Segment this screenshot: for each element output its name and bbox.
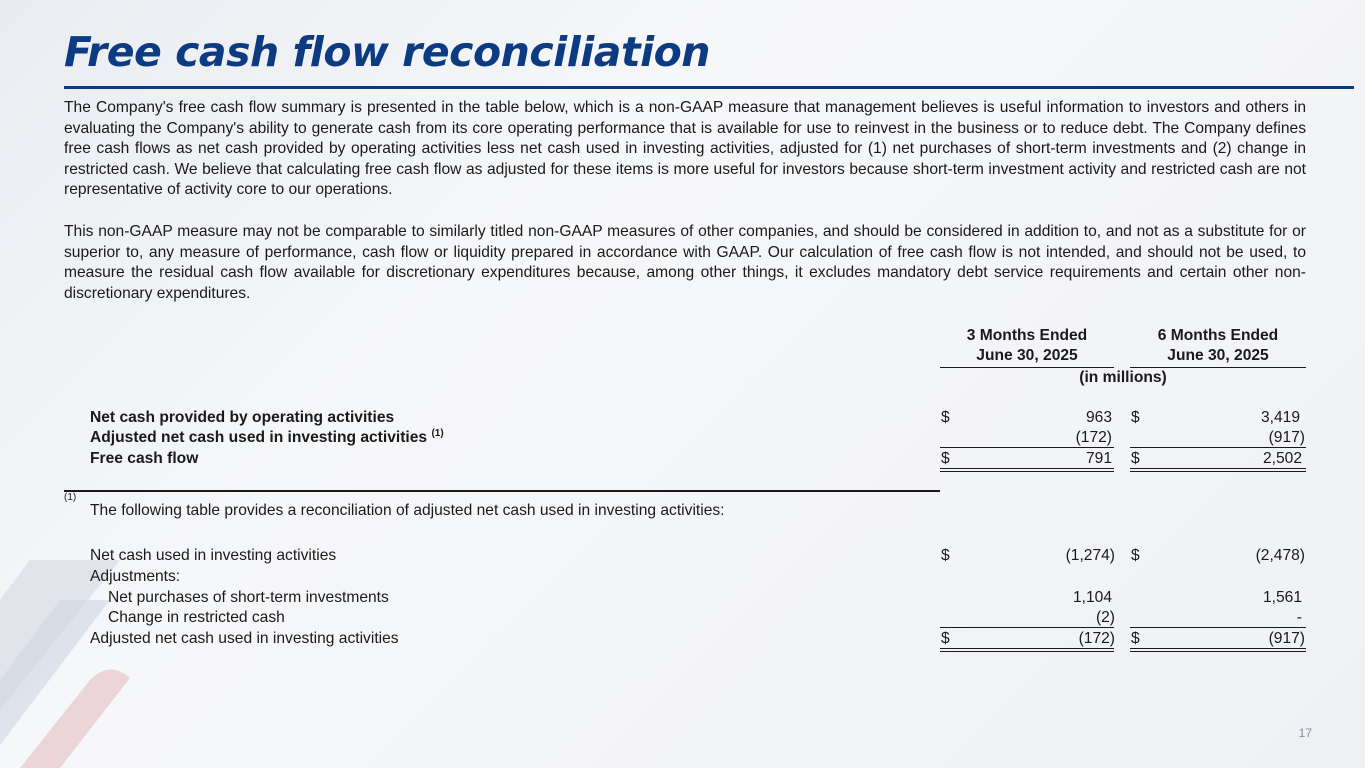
value-6m: (917) (1268, 429, 1305, 446)
value-6m: 2,502 (1262, 450, 1302, 467)
disclaimer-paragraph: This non-GAAP measure may not be comparable to similarly titled non-GAAP measures of other companies, and should be considered in addition to, and not as a substitute for or superior to, any measure of performance, cash flow or liquidity prepared in accordance with GAAP. Our calculation of free cash flow is not intended, and should not be used, to measure the residual cash flow available for discretionary expenditures because, among other things, it excludes mandatory debt service requirements and certain other non-discretionary expenditures. (64, 223, 1306, 302)
col1-header-line1: 3 Months Ended (966, 327, 1088, 344)
footnote-text: The following table provides a reconciliation of adjusted net cash used in investing activities: (90, 502, 725, 519)
value-6m: 1,561 (1262, 589, 1302, 606)
currency-symbol: $ (1131, 547, 1140, 564)
currency-symbol: $ (941, 409, 950, 426)
col1-header-underline (940, 367, 1114, 368)
footnote-ref: (1) (431, 427, 444, 439)
value-6m: - (1296, 609, 1302, 626)
value-3m: 791 (1085, 450, 1112, 467)
subtotal-rule (940, 627, 1114, 628)
col2-header-line1: 6 Months Ended (1157, 327, 1279, 344)
units-label: (in millions) (1079, 369, 1167, 386)
subtotal-rule (1130, 447, 1306, 448)
value-6m: (2,478) (1255, 547, 1305, 564)
value-3m: 1,104 (1072, 589, 1112, 606)
col1-header-line2: June 30, 2025 (976, 347, 1078, 364)
value-3m: (2) (1095, 609, 1115, 626)
total-double-rule (1130, 468, 1306, 472)
currency-symbol: $ (941, 630, 950, 647)
row-label: Adjusted net cash used in investing activities (90, 630, 399, 647)
value-3m: 963 (1085, 409, 1112, 426)
currency-symbol: $ (941, 547, 950, 564)
footnote-separator (64, 490, 940, 492)
page-number: 17 (1298, 726, 1312, 740)
value-3m: (172) (1075, 429, 1112, 446)
subtotal-rule (1130, 627, 1306, 628)
subtotal-rule (940, 447, 1114, 448)
currency-symbol: $ (1131, 630, 1140, 647)
currency-symbol: $ (1131, 450, 1140, 467)
row-label: Change in restricted cash (108, 609, 285, 626)
row-label: Free cash flow (90, 450, 199, 467)
currency-symbol: $ (941, 450, 950, 467)
col2-header-underline (1130, 367, 1306, 368)
total-double-rule (940, 648, 1114, 652)
row-label: Net purchases of short-term investments (108, 589, 389, 606)
col2-header-line2: June 30, 2025 (1167, 347, 1269, 364)
row-label: Net cash used in investing activities (90, 547, 337, 564)
value-3m: (1,274) (1065, 547, 1115, 564)
total-double-rule (940, 468, 1114, 472)
row-label: Adjustments: (90, 568, 181, 585)
footnote-marker: (1) (64, 492, 77, 503)
value-3m: (172) (1078, 630, 1115, 647)
currency-symbol: $ (1131, 409, 1140, 426)
title-divider (64, 86, 1354, 89)
row-label: Adjusted net cash used in investing activities $^{(1)}$ (90, 427, 444, 446)
value-6m: (917) (1268, 630, 1305, 647)
page-title: Free cash flow reconciliation (64, 28, 710, 76)
total-double-rule (1130, 648, 1306, 652)
intro-paragraph: The Company's free cash flow summary is presented in the table below, which is a non-GAAP measure that management believes is useful information to investors and others in evaluating the Company's ability to generate cash from its core operating performance that is available for use to reinvest in the business or to reduce debt. The Company defines free cash flows as net cash provided by operating activities less net cash used in investing activities, adjusted for (1) net purchases of short-term investments and (2) change in restricted cash. We believe that calculating free cash flow as adjusted for these items is more useful for investors because short-term investment activity and restricted cash are not representative of activity core to our operations. (64, 99, 1306, 199)
row-label: Net cash provided by operating activities (90, 409, 395, 426)
value-6m: 3,419 (1260, 409, 1300, 426)
